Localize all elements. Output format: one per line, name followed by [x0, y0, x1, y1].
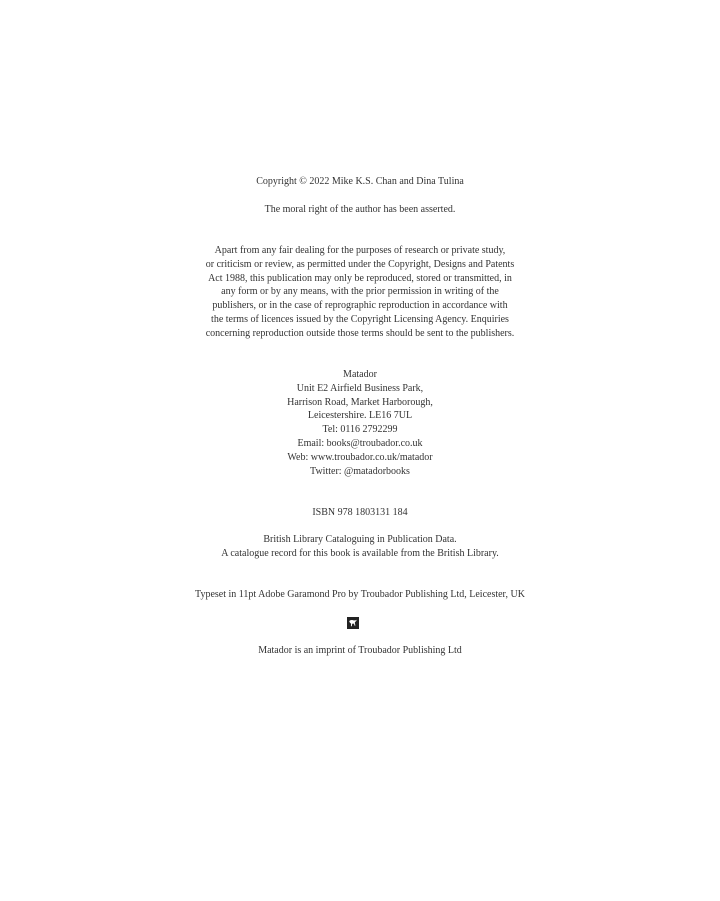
address-line: Leicestershire. LE16 7UL	[307, 410, 413, 422]
fair-dealing-line: the terms of licences issued by the Copyright Licensing Agency. Enquiries	[211, 313, 509, 325]
imprint-line: Matador is an imprint of Troubador Publishing Ltd	[258, 645, 462, 656]
cataloguing-notice	[0, 533, 720, 561]
fair-dealing-line: Act 1988, this publication may only be reproduced, stored or transmitted, in	[208, 272, 512, 284]
moral-right-line: The moral right of the author has been asserted.	[264, 204, 456, 215]
publisher-name: Matador	[343, 369, 377, 380]
publisher-address	[0, 368, 720, 478]
fair-dealing-line: Apart from any fair dealing for the purposes of research or private study,	[214, 245, 506, 256]
copyright-line: Copyright © 2022 Mike K.S. Chan and Dina Tulina	[256, 176, 464, 187]
publisher-web: Web: www.troubador.co.uk/matador	[287, 451, 433, 463]
fair-dealing-line: or criticism or review, as permitted under the Copyright, Designs and Patents	[205, 258, 515, 270]
fair-dealing-line: publishers, or in the case of reprographic reproduction in accordance with	[212, 300, 508, 312]
fair-dealing-paragraph	[0, 244, 720, 341]
address-line: Harrison Road, Market Harborough,	[287, 396, 433, 408]
copyright-notice	[0, 175, 720, 189]
typeset-notice	[0, 588, 720, 602]
cataloguing-line: British Library Cataloguing in Publication Data.	[263, 534, 457, 545]
matador-bull-logo-icon	[347, 617, 359, 629]
moral-right-notice	[0, 203, 720, 217]
address-line: Unit E2 Airfield Business Park,	[296, 382, 424, 394]
publisher-email: Email: books@troubador.co.uk	[297, 437, 423, 449]
publisher-twitter: Twitter: @matadorbooks	[310, 465, 410, 477]
typeset-line: Typeset in 11pt Adobe Garamond Pro by Troubador Publishing Ltd, Leicester, UK	[195, 589, 525, 600]
fair-dealing-line: concerning reproduction outside those terms should be sent to the publishers.	[205, 327, 515, 339]
publisher-tel: Tel: 0116 2792299	[322, 424, 398, 436]
fair-dealing-line: any form or by any means, with the prior permission in writing of the	[221, 286, 499, 298]
cataloguing-line: A catalogue record for this book is available from the British Library.	[221, 547, 499, 559]
isbn-line: ISBN 978 1803131 184	[312, 507, 408, 518]
imprint-notice	[0, 644, 720, 658]
isbn-notice	[0, 506, 720, 520]
